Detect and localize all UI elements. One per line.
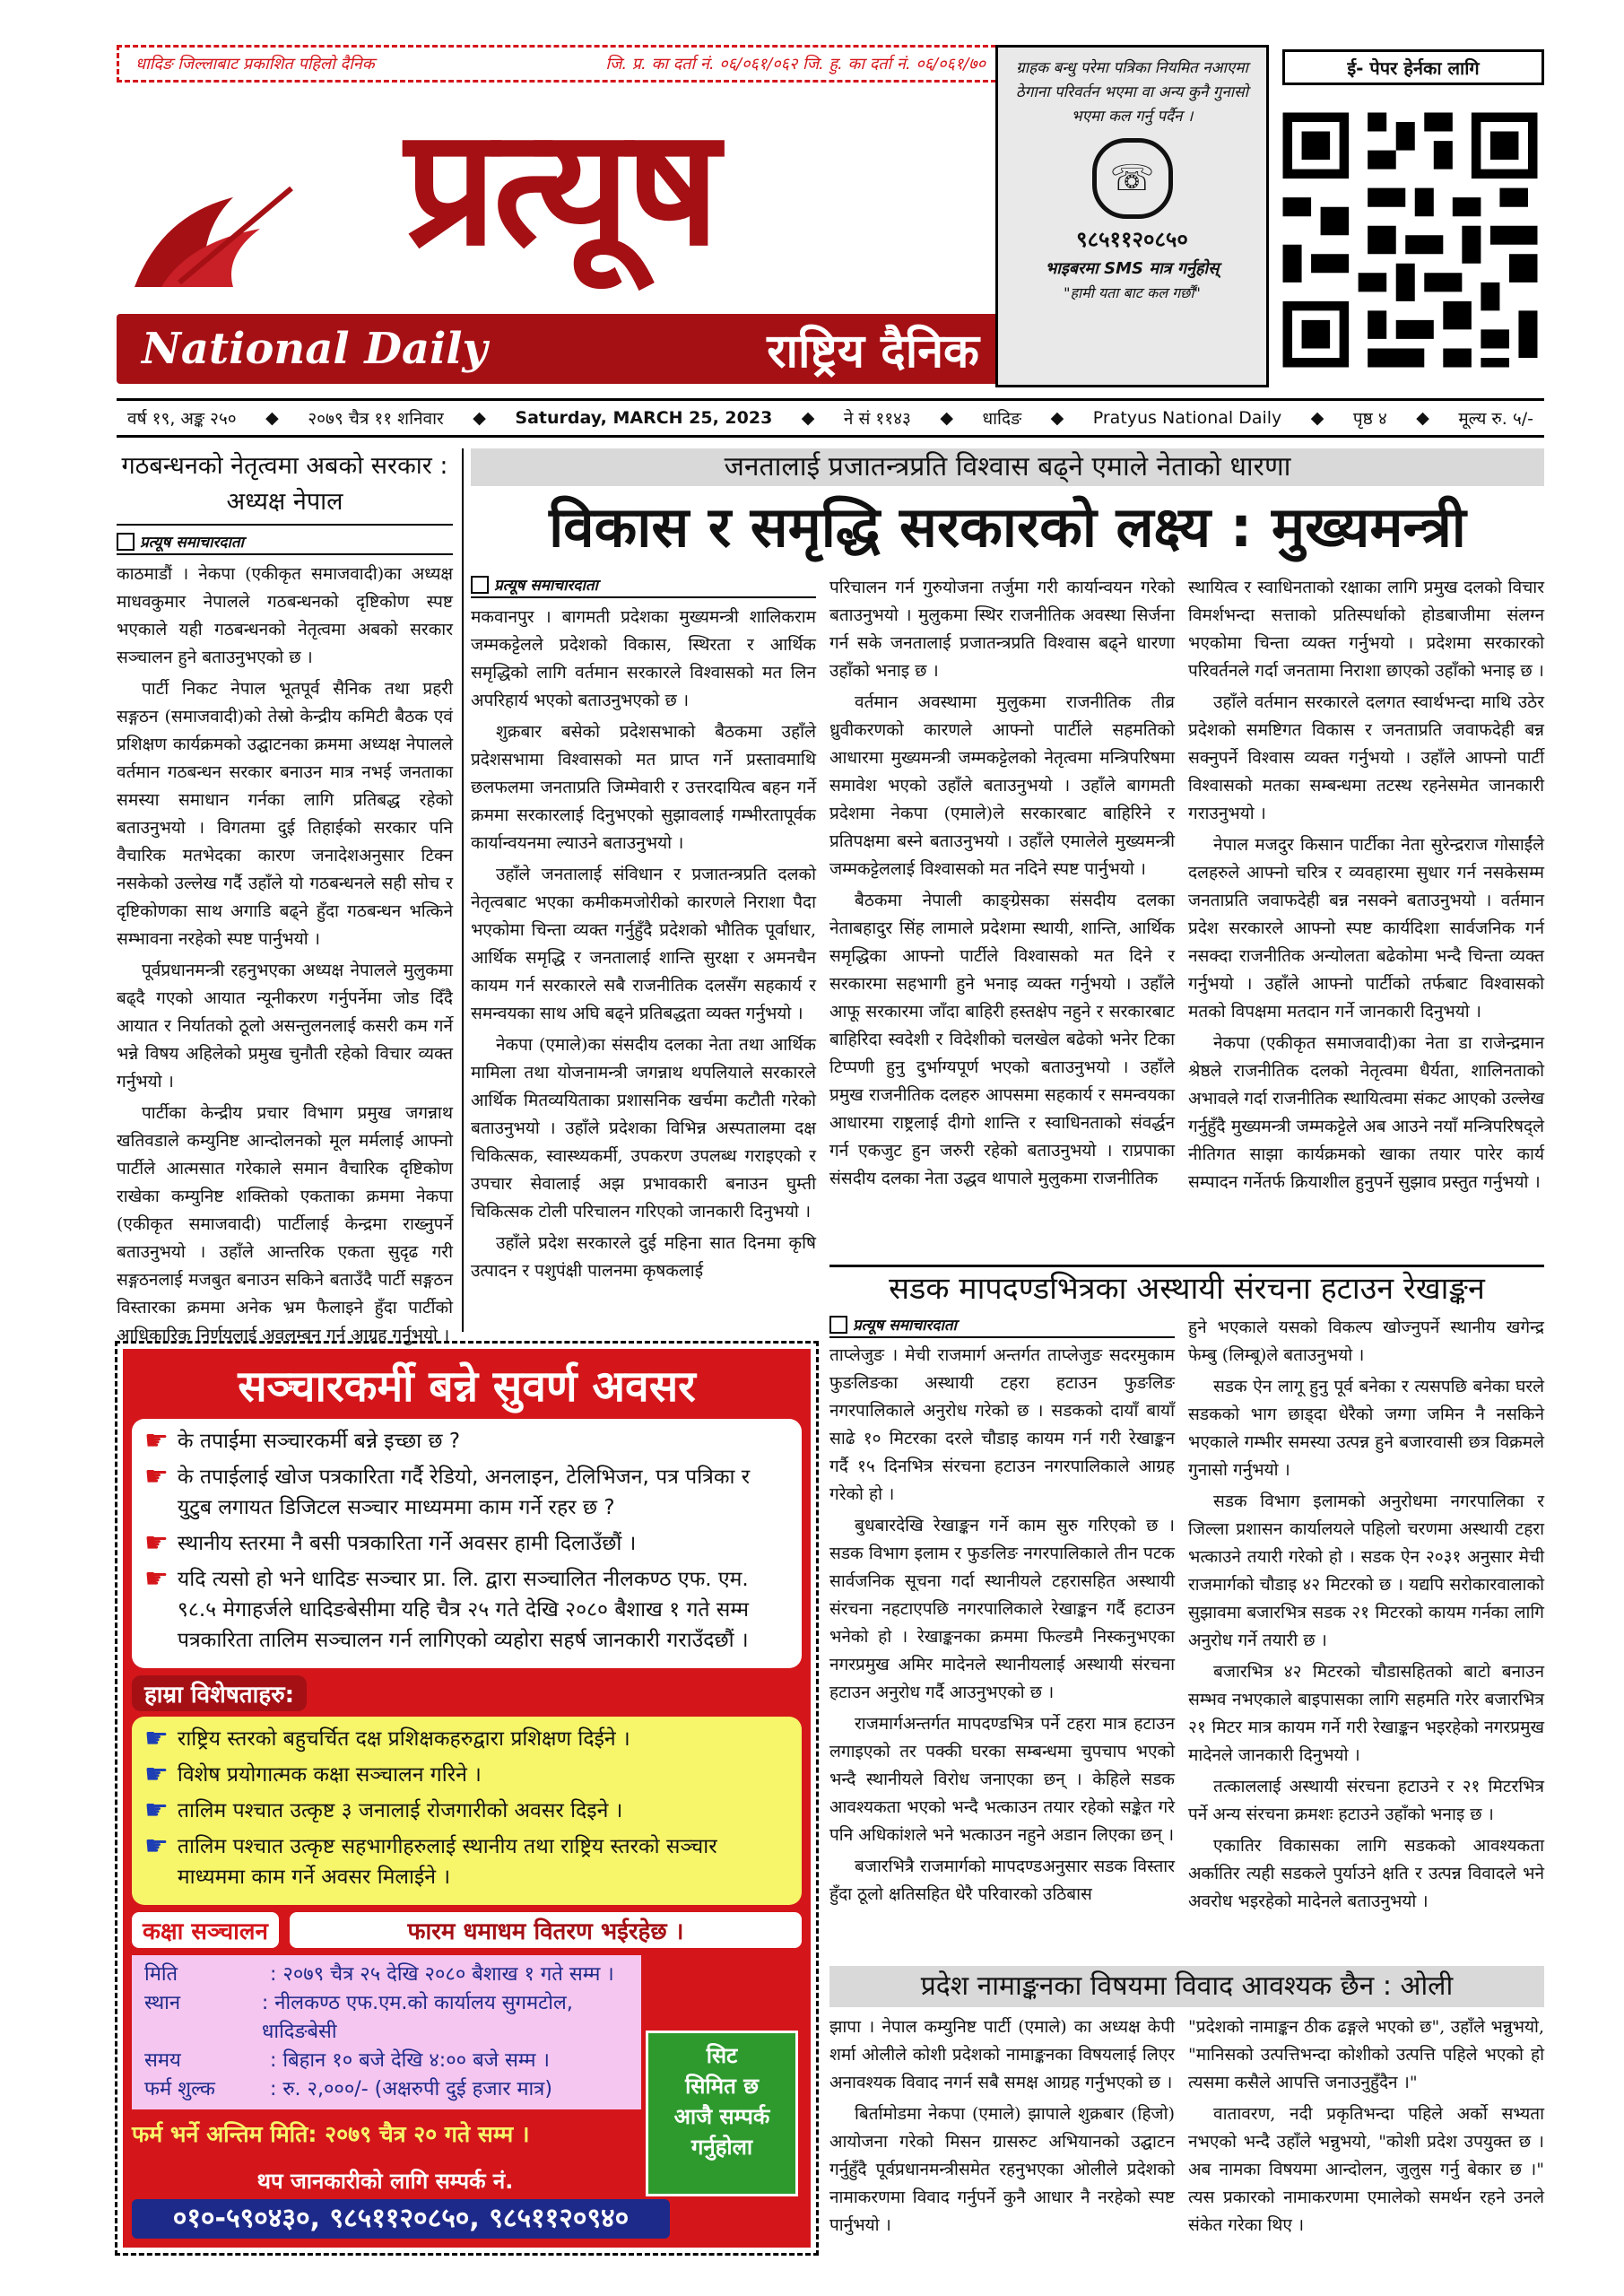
subscriber-notice xyxy=(995,45,1269,387)
price: मूल्य रु. ५/- xyxy=(1458,409,1533,429)
paragraph: बैठकमा नेपाली काङ्ग्रेसका संसदीय दलका नेताबहादुर सिंह लामाले प्रदेशमा स्थायी, शान्ति, आर्थिक समृद्धिका आफ्नो पार्टीले विश्वासको मत दिने र सरकारमा सहभागी हुने भनाइ व्यक्त गर्नुभयो । उहाँले आफू सरकारमा जाँदा बाहिरी हस्तक्षेप नहुने र सरकारबाट बाहिरिदा स्वदेशी र विदेशीको चलखेल बढेको भनेर टिका टिप्पणी हुनु दुर्भाग्यपूर्ण भएको बताउनुभयो । उहाँले प्रमुख राजनीतिक दलहरु आपसमा सहकार्य र समन्वयका आधारमा राष्ट्रलाई दीगो शान्ति र स्वाधिनताको संवर्द्धन गर्न एकजुट हुन जरुरी रहेको बताउनुभयो । राप्रपाका संसदीय दलका नेता उद्धव थापाले मुलुकमा राजनीतिक xyxy=(829,891,1175,1188)
ad-point: ☛ स्थानीय स्तरमा नै बसी पत्रकारिता गर्ने अवसर हामी दिलाउँछौं । xyxy=(144,1527,637,1559)
paragraph: वर्तमान अवस्थामा मुलुकमा राजनीतिक तीव्र ध्रुवीकरणको कारणले आफ्नो पार्टीले सहमतिको आधारमा मुख्यमन्त्री जम्मकट्टेलको नेतृत्वमा मन्त्रिपरिषमा समावेश भएको उहाँले बताउनुभयो । उहाँले बागमती प्रदेशमा नेकपा (एमाले)ले सरकारबाट बाहिरिने र प्रतिपक्षमा बस्ने बताउनुभयो । उहाँले एमालेले मुख्यमन्त्री जम्मकट्टेललाई विश्वासको मत नदिने स्पष्ट पार्नुभयो । xyxy=(829,692,1175,879)
class-bar xyxy=(132,1912,802,1948)
paragraph: मकवानपुर । बागमती प्रदेशका मुख्यमन्त्री शालिकराम जम्मकट्टेलले प्रदेशको विकास, स्थिरता र आर्थिक समृद्धिको लागि वर्तमान सरकारले विश्वासको मत लिन अपरिहार्य भएको बताउनुभएको छ । xyxy=(471,607,816,710)
pointing-hand-icon: ☛ xyxy=(144,1795,169,1826)
masthead xyxy=(117,45,1013,386)
schedule-row: मिति : २०७९ चैत्र २५ देखि २०८० बैशाख १ गते सम्म । xyxy=(144,1963,614,1986)
english-name: National Daily xyxy=(142,324,488,374)
ad-point: ☛ यदि त्यसो हो भने धादिङ सञ्चार प्रा. लि. द्वारा सञ्चालित नीलकण्ठ एफ. एम. ९८.५ मेगाहर्जले धादिङबेसीमा यहि चैत्र २५ गते देखि २०८० बैशाख १ गते सम्म पत्रकारिता तालिम सञ्चालन गर्न लागिएको व्यहोरा सहर्ष जानकारी गराउँदछौं । xyxy=(144,1563,749,1652)
byline-box-icon xyxy=(117,533,135,551)
masthead-topline xyxy=(117,45,1004,83)
first-daily-label: धादिङ जिल्लाबाट प्रकाशित पहिलो दैनिक xyxy=(135,55,375,74)
paper-name: Pratyus National Daily xyxy=(1092,408,1282,428)
paragraph: पार्टी निकट नेपाल भूतपूर्व सैनिक तथा प्रहरी सङ्गठन (समाजवादी)को तेस्रो केन्द्रीय कमिटी बैठक एवं प्रशिक्षण कार्यक्रमको उद्घाटनका क्रममा अध्यक्ष नेपालले वर्तमान गठबन्धन सरकार बनाउन मात्र नभई जनताका समस्या समाधान गर्नका लागि प्रतिबद्ध रहेको बताउनुभयो । विगतमा दुई तिहाईको सरकार पनि वैचारिक मतभेदका कारण जनादेशअनुसार टिक्न नसकेको उल्लेख गर्दै उहाँले यो गठबन्धनले सही सोच र दृष्टिकोणका साथ अगाडि बढ्ने हुँदा गठबन्धन भत्किने सम्भावना नरहेको स्पष्ट पार्नुभयो । xyxy=(117,679,453,949)
road-story-headline: सडक मापदण्डभित्रका अस्थायी संरचना हटाउन रेखाङ्कन xyxy=(829,1265,1544,1309)
viber-number: ९८५११२०८५० xyxy=(1076,227,1188,252)
byline-box-icon xyxy=(829,1316,847,1334)
paragraph: वातावरण, नदी प्रकृतिभन्दा पहिले अर्को सभ्यता नभएको भन्दै उहाँले भन्नुभयो, "कोशी प्रदेश उपयुक्त छ । अब नामका विषयमा आन्दोलन, जुलुस गर्नु बेकार छ ।" त्यस प्रकारको नामाकरणमा एमालेको समर्थन रहने उनले संकेत गरेका थिए । xyxy=(1188,2104,1544,2235)
notice-text: ग्राहक बन्धु परेमा पत्रिका नियमित नआएमा ठेगाना परिवर्तन भएमा वा अन्य कुनै गुनासो भएमा कल गर्नु पर्दैन । xyxy=(1015,59,1249,126)
pointing-hand-icon: ☛ xyxy=(144,1425,169,1457)
nepali-tagline: राष्ट्रिय दैनिक xyxy=(767,324,979,378)
paragraph: नेपाल मजदुर किसान पार्टीका नेता सुरेन्द्रराज गोसाईंले दलहरुले आफ्नो चरित्र र व्यवहारमा सुधार गर्न नसकेसम्म जनताप्रति जवाफदेही बन्न नसक्ने बताउनुभयो । वर्तमान प्रदेश सरकारले आफ्नो स्पष्ट कार्यदिशा सार्वजनिक गर्न नसक्दा राजनीतिक अन्योलता बढेकोमा भन्दै चिन्ता व्यक्त गर्नुभयो । उहाँले आफ्नो पार्टीको तर्फबाट विश्वासको मतको विपक्षमा मतदान गर्ने जानकारी दिनुभयो । xyxy=(1188,835,1544,1022)
byline-box-icon xyxy=(471,576,489,594)
road-story-col1 xyxy=(829,1314,1175,1960)
paragraph: काठमाडौं । नेकपा (एकीकृत समाजवादी)का अध्यक्ष माधवकुमार नेपालले गठबन्धनको दृष्टिकोण स्पष्ट भएकाले यही गठबन्धनको नेतृत्वमा अबको सरकार सञ्चालन हुने बताउनुभएको छ । xyxy=(117,564,453,667)
paragraph: उहाँले वर्तमान सरकारले दलगत स्वार्थभन्दा माथि उठेर प्रदेशको समष्टिगत विकास र जनताप्रति जवाफदेही बन्न सक्नुपर्ने विश्वास व्यक्त गर्नुभयो । उहाँले आफ्नो पार्टी विश्वासको मतका सम्बन्धमा तटस्थ रहनेसमेत जानकारी गराउनुभयो । xyxy=(1188,692,1544,823)
main-story-byline: प्रत्यूष समाचारदाता xyxy=(471,574,816,598)
paragraph: परिचालन गर्न गुरुयोजना तर्जुमा गरी कार्यान्वयन गरेको बताउनुभयो । मुलुकमा स्थिर राजनीतिक अवस्था सिर्जना गर्न सके जनतालाई प्रजातन्त्रप्रति विश्वास बढ्ने धारणा उहाँको भनाइ छ । xyxy=(829,578,1175,681)
class-label: कक्षा सञ्चालन xyxy=(132,1912,279,1948)
date-nepali: २०७९ चैत्र ११ शनिवार xyxy=(308,409,444,429)
ad-points-box xyxy=(132,1419,802,1668)
call-quote: "हामी यता बाट कल गर्छौं" xyxy=(1064,284,1201,301)
column-divider xyxy=(462,448,464,1332)
pointing-hand-icon: ☛ xyxy=(144,1723,169,1754)
paragraph: बिर्तामोडमा नेकपा (एमाले) झापाले शुक्रबार (हिजो) आयोजना गरेको मिसन ग्रासरुट अभियानको उद्घाटन गर्नुहुँदै पूर्वप्रधानमन्त्रीसमेत रहनुभएका ओलीले प्रदेशको नामाकरणमा विवाद गर्नुपर्ने कुनै आधार नै नरहेको स्पष्ट पार्नुभयो । xyxy=(829,2104,1175,2235)
paragraph: बजारभित्र ४२ मिटरको चौडासहितको बाटो बनाउन सम्भव नभएकाले बाइपासका लागि सहमति गरेर बजारभित्र २१ मिटर मात्र कायम गर्ने गरी रेखाङ्कन भइरहेको नगरप्रमुख मादेनले जानकारी दिनुभयो । xyxy=(1188,1662,1544,1765)
pointing-hand-icon: ☛ xyxy=(144,1527,169,1559)
info-bar: वर्ष १९, अङ्क २५० ◆ २०७९ चैत्र ११ शनिवार ◆ Saturday, MARCH 25, 2023 ◆ ने सं ११४३ ◆ धादिङ ◆ Pratyus National Daily ◆ पृष्ठ ४ ◆ मूल्य रु. ५/- xyxy=(117,398,1544,438)
feature-item: ☛ तालिम पश्चात उत्कृष्ट ३ जनालाई रोजगारीको अवसर दिइने । xyxy=(144,1795,623,1826)
ad-title: सञ्चारकर्मी बन्ने सुवर्ण अवसर xyxy=(238,1361,696,1412)
schedule-row: समय : बिहान १० बजे देखि ४:०० बजे सम्म । xyxy=(144,2049,550,2072)
masthead-banner xyxy=(117,314,1004,384)
left-story-headline: गठबन्धनको नेतृत्वमा अबको सरकार : अध्यक्ष नेपाल xyxy=(117,448,453,526)
paragraph: उहाँले प्रदेश सरकारले दुई महिना सात दिनमा कृषि उत्पादन र पशुपंक्षी पालनमा कृषकलाई xyxy=(471,1233,816,1281)
training-advertisement xyxy=(115,1341,819,2256)
volume-issue: वर्ष १९, अङ्क २५० xyxy=(127,409,237,429)
main-story-col3 xyxy=(1188,574,1544,1260)
paragraph: बुधबारदेखि रेखाङ्कन गर्ने काम सुरु गरिएको छ । सडक विभाग इलाम र फुङलिङ नगरपालिकाले तीन पटक सार्वजनिक सूचना गर्दा स्थानीयले टहरासहित अस्थायी संरचना नहटाएपछि नगरपालिकाले रेखाङ्कन गर्दै हटाउन भनेको हो । रेखाङ्कनका क्रममा फिल्डमै निस्कनुभएका नगरप्रमुख अमिर मादेनले स्थानीयलाई अस्थायी संरचना हटाउन अनुरोध गर्दै आउनुभएको छ । xyxy=(829,1516,1175,1702)
viber-icon: ☏ xyxy=(1092,138,1173,219)
main-story-col2 xyxy=(829,574,1175,1260)
date-english: Saturday, MARCH 25, 2023 xyxy=(515,408,773,428)
paragraph: नेकपा (एमाले)का संसदीय दलका नेता तथा आर्थिक मामिला तथा योजनामन्त्री जगन्नाथ थपलियाले सरकारले आर्थिक मितव्ययिताका प्रशासनिक खर्चमा कटौती गरेको बताउनुभयो । उहाँले प्रदेशका विभिन्न अस्पतालमा दक्ष चिकित्सक, स्वास्थ्यकर्मी, उपकरण उपलब्ध गराइएको र उपचार सेवालाई अझ प्रभावकारी बनाउन घुम्ती चिकित्सक टोली परिचालन गरिएको जानकारी दिनुभयो । xyxy=(471,1035,816,1222)
contact-label: थप जानकारीको लागि सम्पर्क नं. xyxy=(256,2169,514,2194)
paragraph: पार्टीका केन्द्रीय प्रचार विभाग प्रमुख जगन्नाथ खतिवडाले कम्युनिष्ट आन्दोलनको मूल मर्मलाई आफ्नो पार्टीले आत्मसात गरेकाले समान वैचारिक दृष्टिकोण राखेका कम्युनिष्ट शक्तिको एकताका क्रममा नेकपा (एकीकृत समाजवादी) पार्टीलाई केन्द्रमा राख्नुपर्ने बताउनुभयो । उहाँले आन्तरिक एकता सुदृढ गरी सङ्गठनलाई मजबुत बनाउन सकिने बताउँदै पार्टी सङ्गठन विस्तारका क्रममा अनेक भ्रम फैलाइने हुँदा पार्टीको आधिकारिक निर्णयलाई अवलम्बन गर्न आग्रह गर्नुभयो । xyxy=(117,1103,453,1345)
logo-text: प्रत्यूष xyxy=(404,94,716,282)
paragraph: सडक ऐन लागू हुनु पूर्व बनेका र त्यसपछि बनेका घरले सडकको भाग छाड्दा धेरैको जग्गा जमिन नै नसकिने भएकाले गम्भीर समस्या उत्पन्न हुने बजारवासी छत्र विक्रमले गुनासो गर्नुभयो । xyxy=(1188,1377,1544,1480)
form-label: फारम धमाधम वितरण भईरहेछ । xyxy=(290,1912,802,1948)
paragraph: स्थायित्व र स्वाधिनताको रक्षाका लागि प्रमुख दलको विचार विमर्शभन्दा सत्ताको प्रतिस्पर्धाको होडबाजीमा संलग्न भएकोमा चिन्ता व्यक्त गर्नुभयो । प्रदेशमा सरकारको परिवर्तनले गर्दा जनतामा निराशा छाएको उहाँको भनाइ छ । xyxy=(1188,578,1544,681)
paragraph: झापा । नेपाल कम्युनिष्ट पार्टी (एमाले) का अध्यक्ष केपी शर्मा ओलीले कोशी प्रदेशको नामाङ्कनका विषयलाई लिएर अनावश्यक विवाद नगर्न सबै समक्ष आग्रह गर्नुभएको छ । xyxy=(829,2017,1175,2092)
pointing-hand-icon: ☛ xyxy=(144,1461,169,1492)
main-story-headline: विकास र समृद्धि सरकारको लक्ष्य : मुख्यमन्त्री xyxy=(549,494,1466,560)
pointing-hand-icon: ☛ xyxy=(144,1759,169,1790)
page-number: पृष्ठ ४ xyxy=(1352,409,1387,429)
schedule-row: स्थान : नीलकण्ठ एफ.एम.को कार्यालय सुगमटोल, धादिङबेसी xyxy=(144,1992,573,2043)
qr-code[interactable] xyxy=(1273,103,1547,377)
paragraph: पूर्वप्रधानमन्त्री रहनुभएका अध्यक्ष नेपालले मुलुकमा बढ्दै गएको आयात न्यूनीकरण गर्नुपर्नेमा जोड दिँदै आयात र निर्यातको ठूलो असन्तुलनलाई कसरी कम गर्ने भन्ने विषय अहिलेको प्रमुख चुनौती रहेको विचार व्यक्त गर्नुभयो । xyxy=(117,961,453,1091)
paragraph: एकातिर विकासका लागि सडकको आवश्यकता अर्कातिर त्यही सडकले पुर्याउने क्षति र उत्पन्न विवादले भने अवरोध भइरहेको मादेनले बताउनुभयो । xyxy=(1188,1836,1544,1911)
feature-item: ☛ तालिम पश्चात उत्कृष्ट सहभागीहरुलाई स्थानीय तथा राष्ट्रिय स्तरको सञ्चार माध्यममा काम गर्ने अवसर मिलाईने । xyxy=(144,1831,717,1889)
paragraph: नेकपा (एकीकृत समाजवादी)का नेता डा राजेन्द्रमान श्रेष्ठले राजनीतिक दलको नेतृत्वमा धैर्यता, शालिनताको अभावले गर्दा राजनीतिक स्थायित्वमा संकट आएको उल्लेख गर्नुहुँदै मुख्यमन्त्री जम्मकट्टेले अब आउने नयाँ मन्त्रिपरिषद्ले नीतिगत साझा कार्यक्रमको खाका तयार पारेर कार्य सम्पादन गर्नेतर्फ क्रियाशील हुनुपर्ने सुझाव प्रस्तुत गर्नुभयो । xyxy=(1188,1033,1544,1192)
sms-line: भाइबरमा SMS मात्र गर्नुहोस् xyxy=(1045,259,1220,278)
left-story-body xyxy=(117,561,453,1350)
features-label: हाम्रा विशेषताहरु: xyxy=(132,1675,307,1711)
oli-story-col1 xyxy=(829,2013,1175,2260)
registration-label: जि. प्र. का दर्ता नं. ०६/०६१/०६२ जि. हु. का दर्ता नं. ०६/०६१/७० xyxy=(605,55,986,74)
feature-item: ☛ राष्ट्रिय स्तरको बहुचर्चित दक्ष प्रशिक्षकहरुद्वारा प्रशिक्षण दिईने । xyxy=(144,1723,630,1754)
paragraph: बजारभित्रै राजमार्गको मापदण्डअनुसार सडक विस्तार हुँदा ठूलो क्षतिसहित धेरै परिवारको उठिबास xyxy=(829,1857,1175,1904)
ad-point: ☛ के तपाईमा सञ्चारकर्मी बन्ने इच्छा छ ? xyxy=(144,1425,461,1457)
main-story-col1 xyxy=(471,574,816,1332)
paragraph: "प्रदेशको नामाङ्कन ठीक ढङ्गले भएको छ", उहाँले भन्नुभयो, "मानिसको उत्पत्तिभन्दा कोशीको उत्पत्ति पहिले भएको हो त्यसमा कसैले आपत्ति जनाउनुहुँदैन ।" xyxy=(1188,2017,1544,2092)
schedule-box xyxy=(132,1955,641,2109)
pointing-hand-icon: ☛ xyxy=(144,1831,169,1862)
ad-inner xyxy=(123,1349,811,2248)
epaper-label: ई- पेपर हेर्नका लागि xyxy=(1282,49,1544,85)
paragraph: राजमार्गअन्तर्गत मापदण्डभित्र पर्ने टहरा मात्र हटाउन लगाइएको तर पक्की घरका सम्बन्धमा चुपचाप भएको भन्दै स्थानीयले विरोध जनाएका छन् । केहिले सडक आवश्यकता भएको भन्दै भत्काउन तयार रहेको सङ्केत गरे पनि अधिकांशले भने भत्काउन नहुने अडान लिएका छन् । xyxy=(829,1714,1175,1845)
nepal-sambat: ने सं ११४३ xyxy=(843,409,911,429)
paragraph: हुने भएकाले यसको विकल्प खोज्नुपर्ने स्थानीय खगेन्द्र फेम्बु (लिम्बू)ले बताउनुभयो । xyxy=(1188,1318,1544,1365)
feature-item: ☛ विशेष प्रयोगात्मक कक्षा सञ्चालन गरिने । xyxy=(144,1759,482,1790)
left-story xyxy=(117,448,453,1345)
road-story-byline: प्रत्यूष समाचारदाता xyxy=(829,1314,1175,1338)
paragraph: सडक विभाग इलामको अनुरोधमा नगरपालिका र जिल्ला प्रशासन कार्यालयले पहिलो चरणमा अस्थायी टहरा भत्काउने तयारी गरेको हो । सडक ऐन २०३१ अनुसार मेची राजमार्गको चौडाइ ४२ मिटरको छ । यद्यपि सरोकारवालाको सुझावमा बजारभित्र सडक २१ मिटरको कायम गर्नका लागि अनुरोध गर्ने तयारी छ । xyxy=(1188,1492,1544,1650)
logo-bird-icon xyxy=(126,179,305,296)
place: धादिङ xyxy=(982,409,1022,429)
main-story-kicker: जनतालाई प्रजातन्त्रप्रति विश्वास बढ्ने एमाले नेताको धारणा xyxy=(471,448,1544,486)
deadline-text: फर्म भर्ने अन्तिम मिति: २०७९ चैत्र २० गते सम्म । xyxy=(132,2121,530,2147)
paragraph: तत्काललाई अस्थायी संरचना हटाउने र २१ मिटरभित्र पर्ने अन्य संरचना क्रमशः हटाउने उहाँको भनाइ छ । xyxy=(1188,1777,1544,1824)
paragraph: ताप्लेजुङ । मेची राजमार्ग अन्तर्गत ताप्लेजुङ सदरमुकाम फुङलिङका अस्थायी टहरा हटाउन फुङलिङ नगरपालिकाले अनुरोध गरेको छ । सडकको दायाँ बायाँ साढे १० मिटरका दरले चौडाइ कायम गर्न गरी रेखाङ्कन गर्दै १५ दिनभित्र संरचना हटाउन नगरपालिकाले आग्रह गरेको हो । xyxy=(829,1345,1175,1504)
oli-story-col2 xyxy=(1188,2013,1544,2260)
pointing-hand-icon: ☛ xyxy=(144,1563,169,1595)
left-story-byline: प्रत्यूष समाचारदाता xyxy=(117,531,453,555)
features-box xyxy=(132,1717,802,1905)
seat-badge: सिट सिमित छ आजै सम्पर्क गर्नुहोला xyxy=(646,2031,798,2196)
road-story-col2 xyxy=(1188,1314,1544,1960)
oli-story-headline: प्रदेश नामाङ्कनका विषयमा विवाद आवश्यक छैन : ओली xyxy=(829,1966,1544,2007)
ad-point: ☛ के तपाईलाई खोज पत्रकारिता गर्दै रेडियो, अनलाइन, टेलिभिजन, पत्र पत्रिका र युटुब लगायत डिजिटल सञ्चार माध्यममा काम गर्ने रहर छ ? xyxy=(144,1461,751,1519)
paragraph: शुक्रबार बसेको प्रदेशसभाको बैठकमा उहाँले प्रदेशसभामा विश्वासको मत प्राप्त गर्ने प्रस्तावमाथि छलफलमा जनताप्रति जिम्मेवारी र उत्तरदायित्व बहन गर्ने क्रममा सरकारलाई दिनुभएको सुझावलाई गम्भीरतापूर्वक कार्यान्वयनमा ल्याउने बताउनुभयो । xyxy=(471,722,816,853)
paragraph: उहाँले जनतालाई संविधान र प्रजातन्त्रप्रति दलको नेतृत्वबाट भएका कमीकमजोरीको कारणले निराशा पैदा भएकोमा चिन्ता व्यक्त गर्नुहुँदै प्रदेशको भौतिक पूर्वाधार, आर्थिक समृद्धि र जनतालाई शान्ति सुरक्षा र अमनचैन कायम गर्न सरकारले सबै राजनीतिक दलसँग सहकार्य र समन्वयका साथ अघि बढ्ने प्रतिबद्धता व्यक्त गर्नुभयो । xyxy=(471,865,816,1023)
contact-phones: ०१०-५९०४३०, ९८५११२०८५०, ९८५११२०९४० xyxy=(132,2199,670,2239)
schedule-row: फर्म शुल्क : रु. २,०००/- (अक्षरुपी दुई हजार मात्र) xyxy=(144,2078,552,2100)
